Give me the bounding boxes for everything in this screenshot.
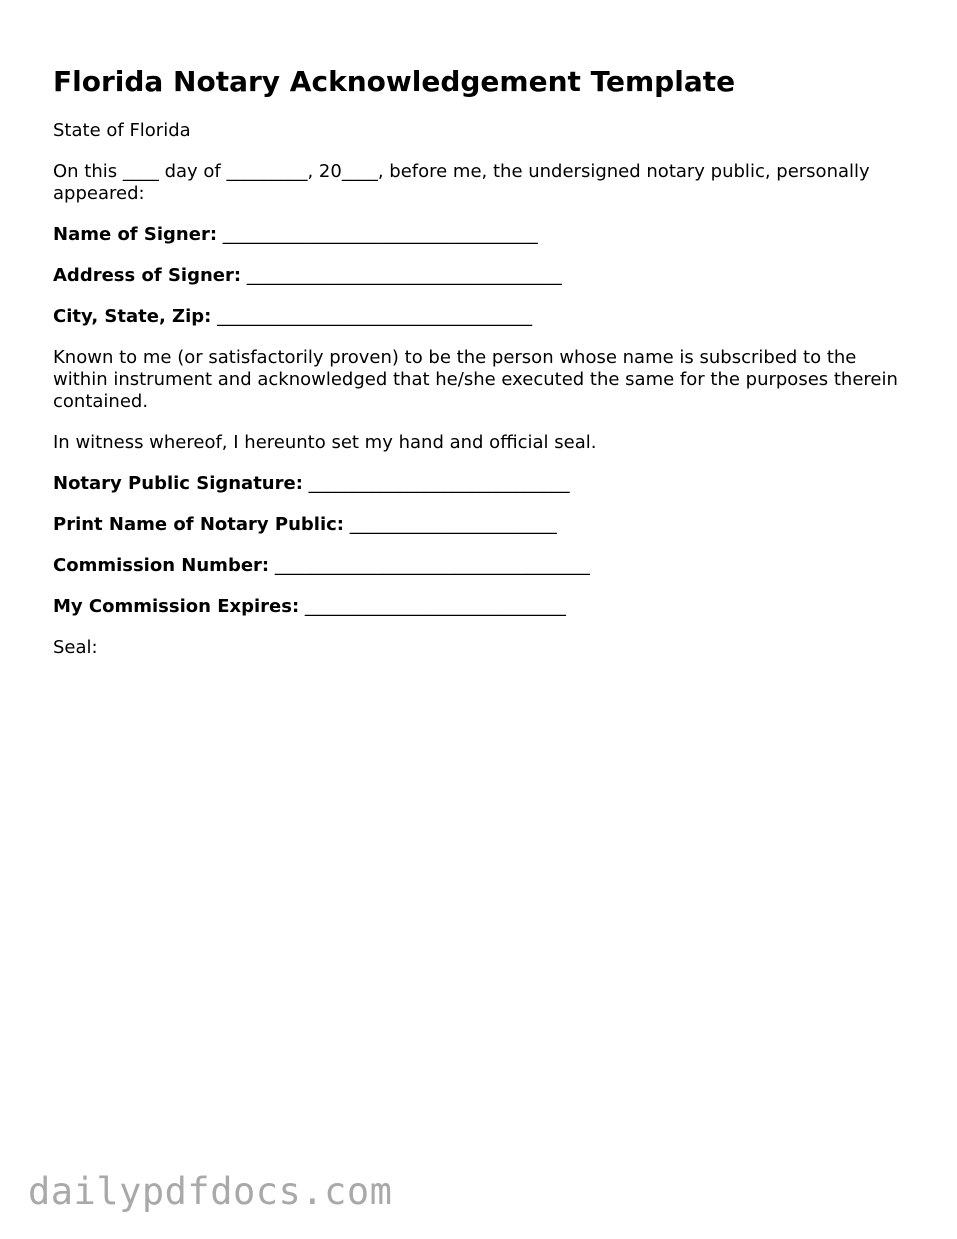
- witness-statement: In witness whereof, I hereunto set my hand and official seal.: [53, 432, 597, 453]
- commission-number-field: [53, 555, 903, 577]
- signer-address-blank: ___________________________________: [241, 265, 562, 286]
- seal-label: Seal:: [53, 637, 98, 658]
- state-line: State of Florida: [53, 120, 191, 141]
- commission-expires-blank: _____________________________: [299, 596, 566, 617]
- commission-number-label: Commission Number:: [53, 555, 270, 576]
- known-statement: Known to me (or satisfactorily proven) to be the person whose name is subscribed to the within instrument and acknowledged that he/she executed the same for the purposes therein contained.: [53, 347, 898, 412]
- commission-number-blank: ___________________________________: [269, 555, 590, 576]
- watermark: dailypdfdocs.com: [28, 1170, 393, 1213]
- signer-address-field: [53, 265, 903, 287]
- notary-print-name-field: [53, 514, 903, 536]
- commission-expires-field: [53, 596, 903, 618]
- document-title: Florida Notary Acknowledgement Template: [53, 65, 736, 98]
- signer-name-blank: ___________________________________: [217, 224, 538, 245]
- signer-name-label: Name of Signer:: [53, 224, 218, 245]
- notary-print-name-label: Print Name of Notary Public:: [53, 514, 344, 535]
- signer-city-label: City, State, Zip:: [53, 306, 212, 327]
- signer-city-field: [53, 306, 903, 328]
- notary-signature-blank: _____________________________: [302, 473, 570, 494]
- notary-signature-field: [53, 473, 903, 495]
- document-page: [53, 64, 903, 678]
- intro-paragraph: On this ____ day of _________, 20____, before me, the undersigned notary public, personally appeared:: [53, 161, 870, 204]
- signer-city-blank: ___________________________________: [211, 306, 533, 327]
- signer-address-label: Address of Signer:: [53, 265, 242, 286]
- notary-print-name-blank: _______________________: [344, 514, 557, 535]
- notary-signature-label: Notary Public Signature:: [53, 473, 303, 494]
- signer-name-field: [53, 224, 903, 246]
- commission-expires-label: My Commission Expires:: [53, 596, 300, 617]
